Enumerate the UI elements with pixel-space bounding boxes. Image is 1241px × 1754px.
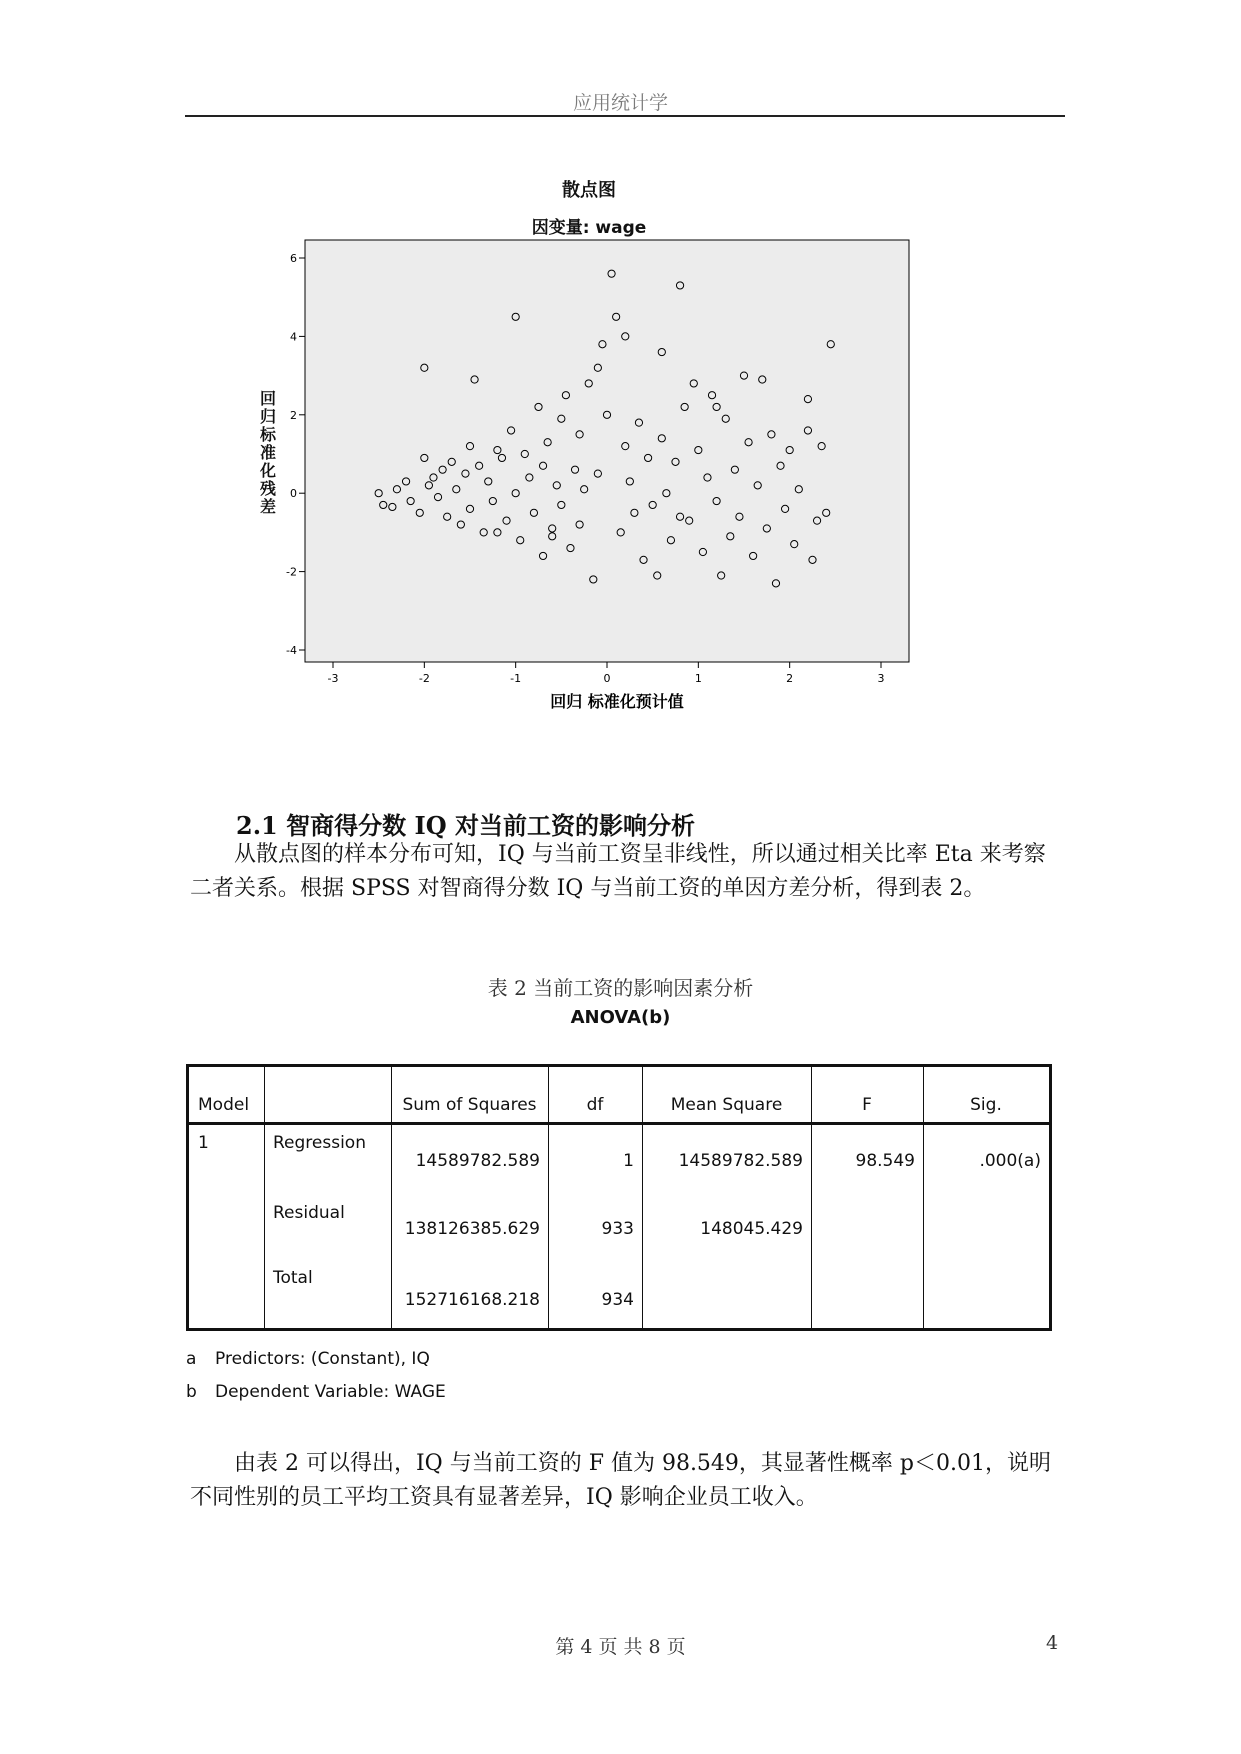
header-mean-square: Mean Square: [670, 1095, 783, 1115]
plot-area: [305, 240, 909, 662]
x-tick-label: 1: [694, 672, 702, 685]
y-axis-label: [256, 390, 280, 516]
header-f: F: [862, 1095, 872, 1115]
y-tick-label: 0: [290, 487, 297, 501]
row-label: Regression: [273, 1133, 366, 1153]
row-label: Residual: [273, 1203, 345, 1223]
footnote-a: [186, 1349, 430, 1369]
footnote-key: a: [186, 1349, 197, 1369]
y-tick-label: -2: [286, 565, 297, 579]
cell-sum-of-squares: 152716168.218: [404, 1290, 540, 1310]
x-axis-ticks: [328, 662, 885, 685]
x-tick-label: -3: [327, 672, 339, 685]
y-tick-label: 2: [290, 408, 297, 422]
table-caption: 表 2 当前工资的影响因素分析: [487, 976, 754, 1000]
footnote-b: [186, 1382, 446, 1402]
cell-mean-square: 148045.429: [700, 1219, 803, 1239]
chart-title: 散点图: [562, 180, 616, 201]
x-tick-label: 2: [786, 672, 794, 685]
model-number: 1: [198, 1133, 209, 1153]
footnote-key: b: [186, 1382, 197, 1402]
x-tick-label: -2: [418, 672, 430, 685]
header-df: df: [586, 1095, 604, 1115]
x-axis-label: 回归 标准化预计值: [550, 692, 684, 711]
footnote-text: Dependent Variable: WAGE: [215, 1382, 446, 1402]
x-tick-label: 0: [603, 672, 611, 685]
cell-sum-of-squares: 14589782.589: [415, 1151, 540, 1171]
y-axis-ticks: [286, 252, 305, 657]
table-title: ANOVA(b): [570, 1007, 671, 1028]
chart-subtitle: 因变量: wage: [531, 218, 647, 238]
header-sum-of-squares: Sum of Squares: [402, 1095, 537, 1115]
cell-df: 933: [601, 1219, 634, 1239]
y-tick-label: 6: [290, 252, 297, 265]
y-tick-label: 4: [290, 330, 297, 344]
header-sig: Sig.: [970, 1095, 1002, 1115]
footnote-text: Predictors: (Constant), IQ: [215, 1349, 430, 1369]
cell-mean-square: 14589782.589: [678, 1151, 803, 1171]
cell-sum-of-squares: 138126385.629: [404, 1219, 540, 1239]
cell-f: 98.549: [855, 1151, 915, 1171]
cell-df: 934: [601, 1290, 634, 1310]
page-number: 4: [1046, 1632, 1059, 1654]
paragraph-1: 从散点图的样本分布可知，IQ 与当前工资呈非线性，所以通过相关比率 Eta 来考察二者关系。根据 SPSS 对智商得分数 IQ 与当前工资的单因方差分析，得到表 2。: [190, 842, 1046, 901]
y-tick-label: -4: [286, 644, 297, 657]
cell-df: 1: [623, 1151, 634, 1171]
x-tick-label: -1: [510, 672, 522, 685]
anova-table: [186, 1064, 1052, 1331]
scatter-plot: [255, 235, 935, 715]
header-rule: [185, 115, 1065, 117]
x-tick-label: 3: [877, 672, 885, 685]
header-model: Model: [198, 1095, 250, 1115]
row-label: Total: [273, 1268, 313, 1288]
cell-sig: .000(a): [979, 1151, 1041, 1171]
section-heading: 2.1 智商得分数 IQ 对当前工资的影响分析: [236, 811, 695, 840]
running-header: 应用统计学: [572, 92, 668, 114]
y-axis-label-text: 回归标准化残差: [259, 389, 276, 516]
paragraph-2: 由表 2 可以得出，IQ 与当前工资的 F 值为 98.549，其显著性概率 p＜0.01，说明不同性别的员工平均工资具有显著差异，IQ 影响企业员工收入。: [190, 1451, 1051, 1510]
page-footer: 第 4 页 共 8 页: [555, 1636, 686, 1658]
